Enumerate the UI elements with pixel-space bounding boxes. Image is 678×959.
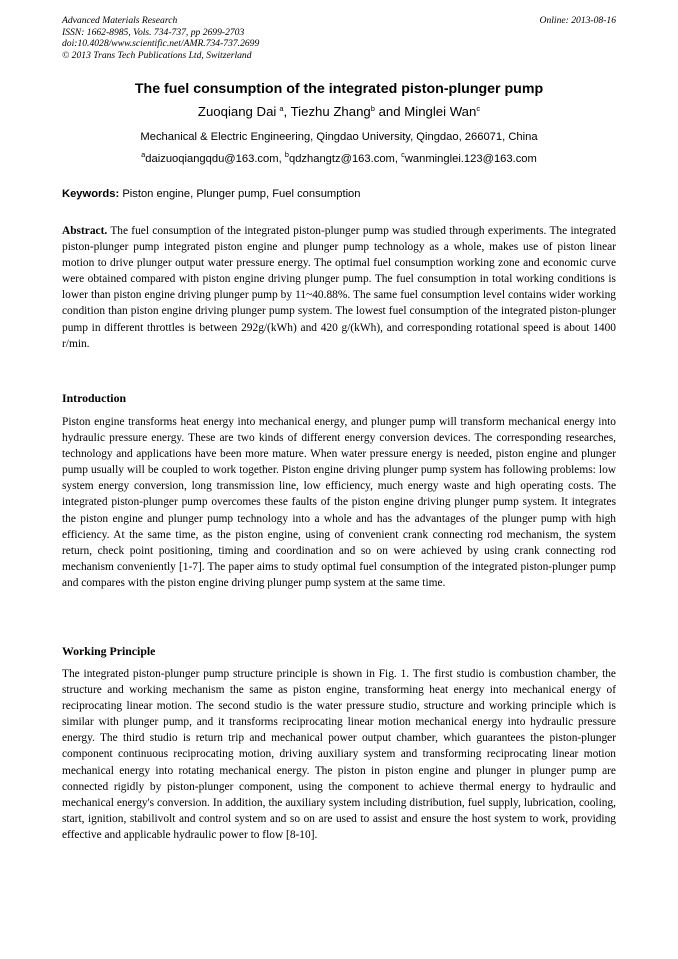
online-date: Online: 2013-08-16 bbox=[539, 15, 616, 26]
email-mark: a bbox=[141, 150, 146, 159]
section-body-working-principle: The integrated piston-plunger pump structure principle is shown in Fig. 1. The first studio is combustion chamber, the structure and working mechanism the same as piston engine, transforming heat energy into mechanical energy of reciprocating linear motion. The second studio is the water pressure studio, structure and working principle which is similar with plunger pump, and it transforms reciprocating linear motion mechanical energy into hydraulic pressure energy. The third studio is return trip and mechanical power output chamber, which guarantees the piston-plunger component continuous reciprocating motion, driving auxiliary system and transforming reciprocating linear motion mechanical energy into rotating mechanical energy. The piston in piston engine and plunger in plunger pump are connected rigidly by piston-plunger component, using the component to achieve thermal energy to hydraulic and mechanical energy's conversion. In addition, the auxiliary system including distribution, fuel supply, lubrication, cooling, start, ignition, stabilivolt and control system and so on are used to assist and ensure the host system to work, providing effective and applicable hydraulic power to flow [8-10]. bbox=[62, 668, 616, 841]
email-link[interactable]: wanminglei.123@163.com bbox=[404, 153, 537, 165]
author-mark: a bbox=[279, 104, 284, 113]
section-heading-introduction: Introduction bbox=[62, 391, 127, 405]
doi-line[interactable] bbox=[62, 38, 616, 50]
email-mark: b bbox=[284, 150, 289, 159]
email-mark: c bbox=[401, 150, 405, 159]
doi-link[interactable]: doi:10.4028/www.scientific.net/AMR.734-737.2699 bbox=[62, 38, 260, 49]
author-name: Tiezhu Zhang bbox=[290, 104, 371, 119]
journal-name: Advanced Materials Research bbox=[62, 15, 178, 26]
keywords-label: Keywords: bbox=[62, 188, 120, 200]
keywords-text: Piston engine, Plunger pump, Fuel consumption bbox=[122, 188, 361, 200]
section-body-introduction: Piston engine transforms heat energy into mechanical energy, and plunger pump will transform mechanical energy into hydraulic pressure energy. These are two kinds of different energy conversion devices. The corresponding researches, technology and applications have been more mature. When water pressure energy is needed, piston engine and plunger pump usually will be coupled to work together. Piston engine driving plunger pump system has following problems: low system energy conversion, long transmission line, low efficiency, much energy waste and high operating costs. The integrated piston-plunger pump overcomes these faults of the piston engine driving plunger pump system. It integrates the piston engine and plunger pump technology into a whole and has the advantages of the plunger pump with high efficiency. At the same time, as the piston engine, using of convenient crank connecting rod mechanism, the system return, check point positioning, timing and coordination and so on were achieved by using crank connecting rod mechanism conveniently [1-7]. The paper aims to study optimal fuel consumption of the integrated piston-plunger pump and compares with the piston engine driving plunger pump system at the same time. bbox=[62, 416, 616, 589]
email-separator: , bbox=[278, 153, 285, 165]
abstract-label: Abstract. bbox=[62, 225, 108, 237]
author-name: Minglei Wan bbox=[404, 104, 477, 119]
copyright-line: © 2013 Trans Tech Publications Ltd, Switzerland bbox=[62, 49, 252, 61]
journal-header bbox=[62, 15, 616, 61]
email-separator: , bbox=[394, 153, 402, 165]
affiliation: Mechanical & Electric Engineering, Qingdao University, Qingdao, 266071, China bbox=[140, 131, 538, 143]
author-name: Zuoqiang Dai bbox=[197, 104, 277, 119]
issn-line: ISSN: 1662-8985, Vols. 734-737, pp 2699-2703 bbox=[62, 26, 245, 38]
keywords bbox=[62, 188, 616, 200]
email-link[interactable]: qdzhangtz@163.com bbox=[288, 153, 395, 165]
abstract-text: The fuel consumption of the integrated piston-plunger pump was studied through experiments. The integrated piston-plunger pump integrated piston engine and plunger pump technology as a whole, makes use of piston linear motion to drive plunger output water pressure energy. The optimal fuel consumption working zone and economic curve were obtained compared with piston engine driving plunger pump. The fuel consumption in total working conditions is lower than piston engine driving plunger pump by 11~40.88%. The same fuel consumption level contains wider working condition than piston engine driving plunger pump system. The lowest fuel consumption of the integrated piston-plunger pump in different throttles is between 292g/(kWh) and 420 g/(kWh), and corresponding rotational speed is about 1400 r/min. bbox=[62, 225, 616, 350]
author-mark: c bbox=[476, 104, 481, 113]
author-separator: , bbox=[283, 104, 291, 119]
email-link[interactable]: daizuoqiangqdu@163.com bbox=[145, 153, 279, 165]
author-separator: and bbox=[374, 104, 405, 119]
email-list bbox=[0, 150, 678, 165]
section-heading-working-principle: Working Principle bbox=[62, 644, 156, 658]
author-list bbox=[0, 104, 678, 119]
paper-title: The fuel consumption of the integrated piston-plunger pump bbox=[134, 81, 544, 97]
author-mark: b bbox=[370, 104, 375, 113]
abstract bbox=[62, 223, 616, 352]
